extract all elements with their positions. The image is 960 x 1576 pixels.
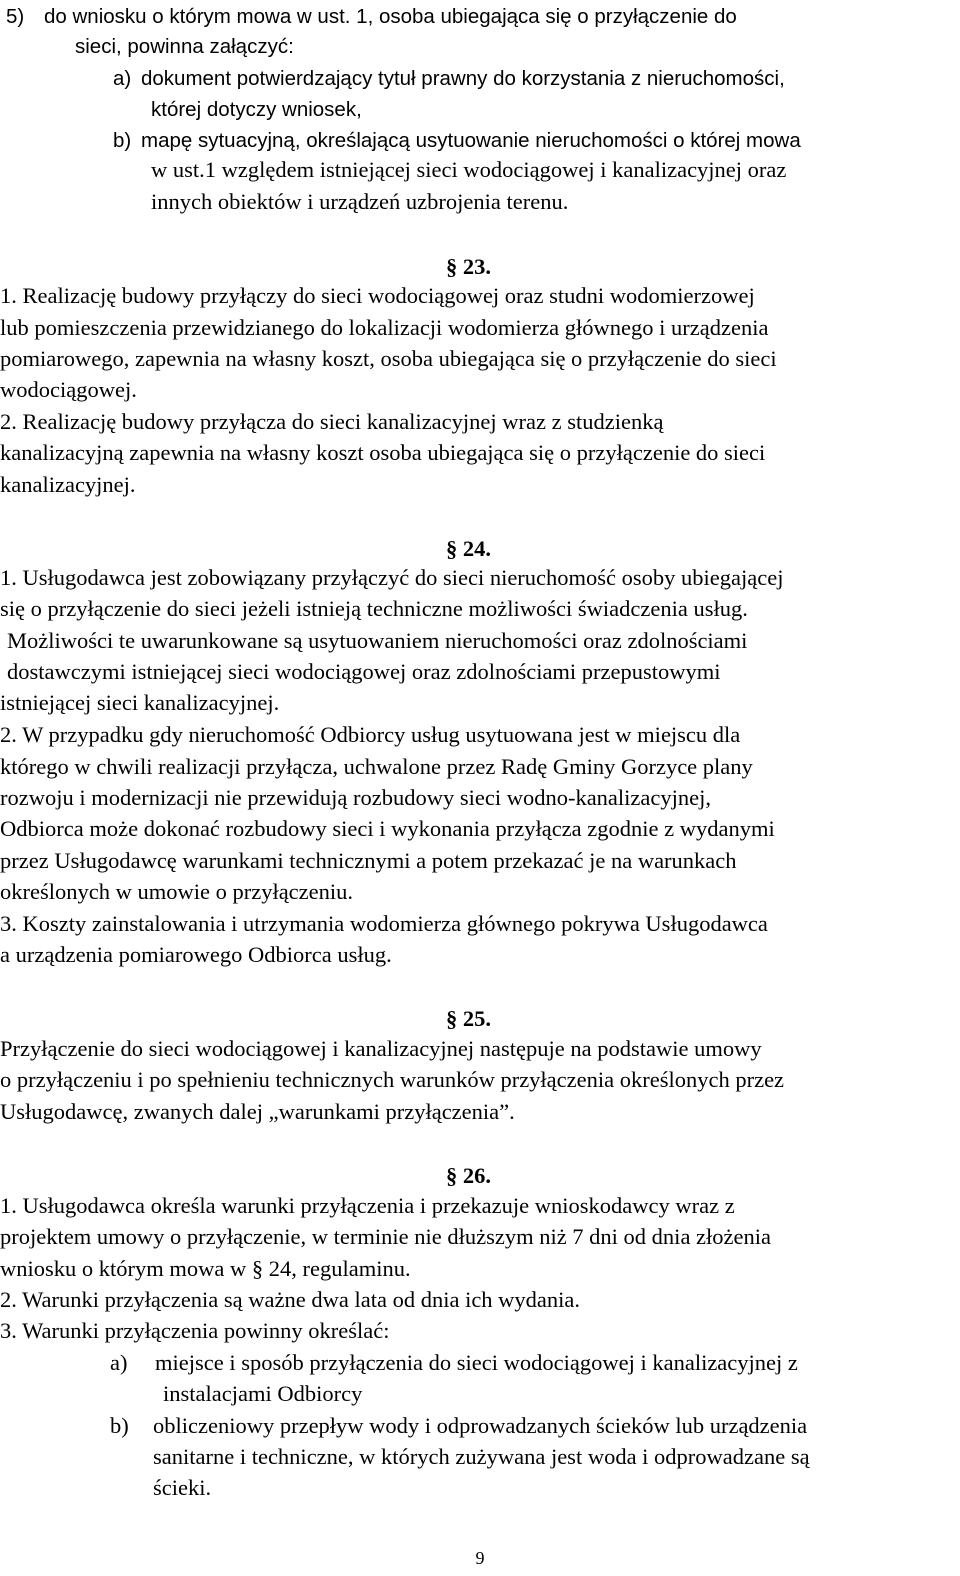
item5-intro-line: do wniosku o którym mowa w ust. 1, osoba ubiegająca się o przyłączenie do [44,5,737,28]
item5-label: 5) [6,5,25,28]
section-23-line: 2. Realizację budowy przyłącza do sieci kanalizacyjnej wraz z studzienką [0,409,664,434]
item5-b-line: mapę sytuacyjną, określającą usytuowanie nieruchomości o której mowa [141,129,801,152]
section-24-line: Możliwości te uwarunkowane są usytuowaniem nieruchomości oraz zdolnościami [7,628,748,653]
item5-b-line: w ust.1 względem istniejącej sieci wodociągowej i kanalizacyjnej oraz [151,157,787,182]
section-24-line: a urządzenia pomiarowego Odbiorca usług. [0,942,392,967]
section-26-a-line: instalacjami Odbiorcy [163,1381,363,1406]
section-25-line: Usługodawcę, zwanych dalej „warunkami przyłączenia”. [0,1099,515,1124]
section-24-line: przez Usługodawcę warunkami technicznymi a potem przekazać je na warunkach [0,848,737,873]
item5-a-line: której dotyczy wniosek, [151,98,362,121]
section-26-b-line: sanitarne i techniczne, w których zużywana jest woda i odprowadzane są [153,1444,810,1469]
section-24-line: którego w chwili realizacji przyłącza, uchwalone przez Radę Gminy Gorzyce plany [0,754,753,779]
section-23-line: kanalizacyjnej. [0,472,136,497]
item5-b-line: innych obiektów i urządzeń uzbrojenia terenu. [151,189,569,214]
section-25-line: o przyłączeniu i po spełnieniu technicznych warunków przyłączenia określonych przez [0,1067,785,1092]
section-24-line: rozwoju i modernizacji nie przewidują rozbudowy sieci wodno-kanalizacyjnej, [0,785,711,810]
section-26-line: 1. Usługodawca określa warunki przyłączenia i przekazuje wnioskodawcy wraz z [0,1193,735,1218]
section-24-line: 3. Koszty zainstalowania i utrzymania wodomierza głównego pokrywa Usługodawca [0,911,768,936]
page-number: 9 [475,1548,485,1568]
item5-a-line: dokument potwierdzający tytuł prawny do korzystania z nieruchomości, [141,67,785,90]
section-23-line: 1. Realizację budowy przyłączy do sieci wodociągowej oraz studni wodomierzowej [0,283,755,308]
section-23-line: lub pomieszczenia przewidzianego do lokalizacji wodomierza głównego i urządzenia [0,315,769,340]
section-23-line: wodociągowej. [0,377,137,402]
section-24-line: 1. Usługodawca jest zobowiązany przyłączyć do sieci nieruchomość osoby ubiegającej [0,565,784,590]
section-23-line: kanalizacyjną zapewnia na własny koszt osoba ubiegająca się o przyłączenie do sieci [0,440,766,465]
section-24-line: istniejącej sieci kanalizacyjnej. [0,690,280,715]
item5-a-label: a) [113,67,132,90]
section-24-heading: § 24. [446,536,491,561]
section-25-line: Przyłączenie do sieci wodociągowej i kanalizacyjnej następuje na podstawie umowy [0,1036,762,1061]
section-26-b-label: b) [110,1413,129,1438]
section-24-line: dostawczymi istniejącej sieci wodociągowej oraz zdolnościami przepustowymi [7,659,721,684]
section-23-heading: § 23. [446,254,491,279]
section-26-line: wniosku o którym mowa w § 24, regulaminu. [0,1256,411,1281]
item5-intro-line: sieci, powinna załączyć: [75,35,294,58]
section-26-b-line: ścieki. [153,1475,212,1500]
section-26-line: projektem umowy o przyłączenie, w terminie nie dłuższym niż 7 dni od dnia złożenia [0,1224,771,1249]
section-24-line: Odbiorca może dokonać rozbudowy sieci i wykonania przyłącza zgodnie z wydanymi [0,816,775,841]
section-26-a-line: miejsce i sposób przyłączenia do sieci wodociągowej i kanalizacyjnej z [155,1350,798,1375]
item5-b-label: b) [113,129,132,152]
section-26-b-line: obliczeniowy przepływ wody i odprowadzanych ścieków lub urządzenia [153,1413,808,1438]
section-25-heading: § 25. [446,1006,491,1031]
section-24-line: 2. W przypadku gdy nieruchomość Odbiorcy usług usytuowana jest w miejscu dla [0,722,741,747]
section-24-line: określonych w umowie o przyłączeniu. [0,879,354,904]
section-26-line: 3. Warunki przyłączenia powinny określać: [0,1318,390,1343]
section-24-line: się o przyłączenie do sieci jeżeli istnieją techniczne możliwości świadczenia usług. [0,596,748,621]
section-26-line: 2. Warunki przyłączenia są ważne dwa lata od dnia ich wydania. [0,1287,581,1312]
section-26-heading: § 26. [446,1163,491,1188]
section-23-line: pomiarowego, zapewnia na własny koszt, osoba ubiegająca się o przyłączenie do sieci [0,346,777,371]
section-26-a-label: a) [110,1350,128,1375]
